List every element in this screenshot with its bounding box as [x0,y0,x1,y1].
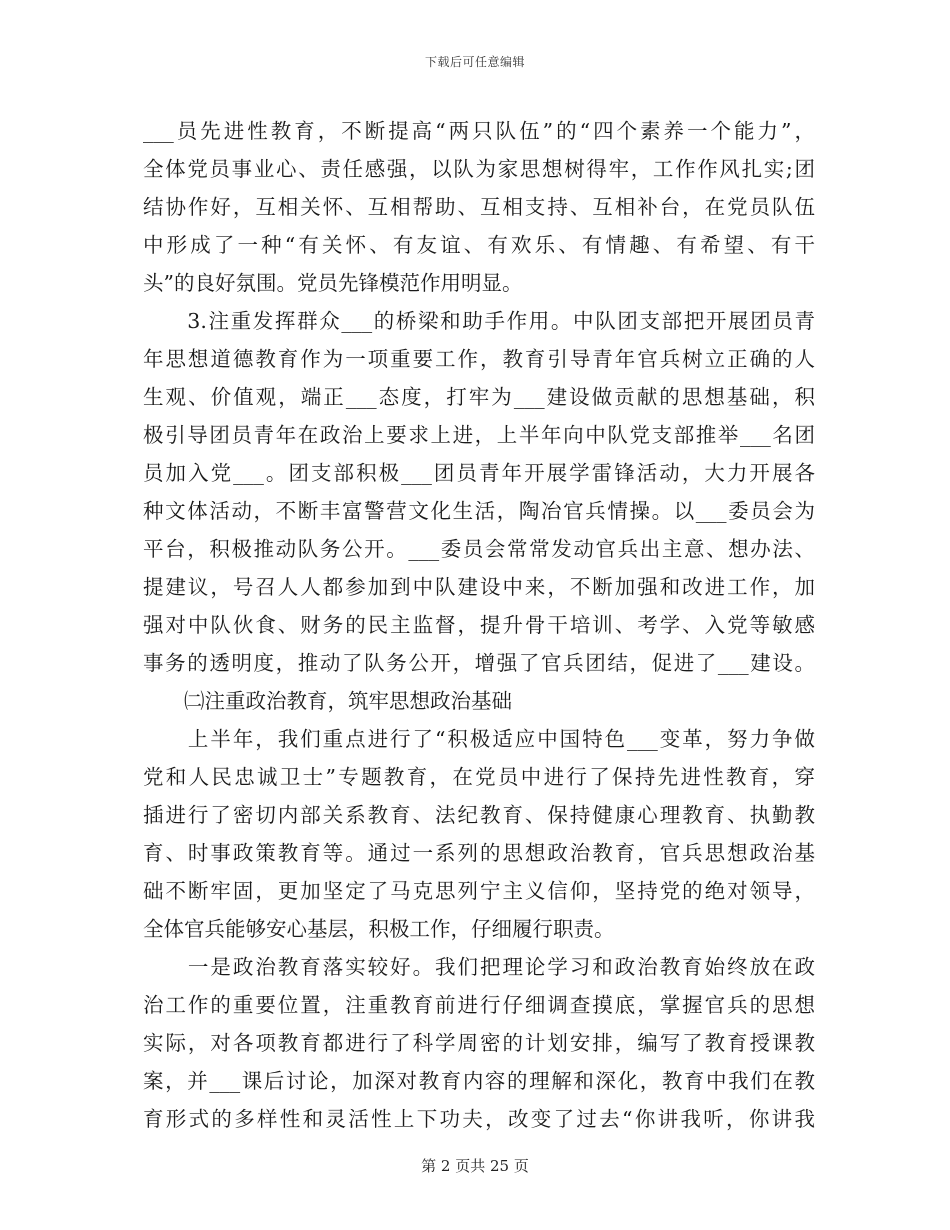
page-header: 下载后可任意编辑 [424,55,525,69]
text-line: 年思想道德教育作为一项重要工作，教育引导青年官兵树立正确的人 [143,347,815,371]
text-line: 结协作好，互相关怀、互相帮助、互相支持、互相补台，在党员队伍 [143,195,815,219]
section-heading: ㈡注重政治教育，筑牢思想政治基础 [143,689,512,713]
text-line: 平台，积极推动队务公开。___委员会常常发动官兵出主意、想办法、 [143,537,815,561]
text-line: 极引导团员青年在政治上要求上进，上半年向中队党支部推举___名团 [143,423,815,447]
body-text [143,112,815,1138]
text-line: 强对中队伙食、财务的民主监督，提升骨干培训、考学、入党等敏感 [143,613,815,637]
text-line: 提建议，号召人人都参加到中队建设中来，不断加强和改进工作，加 [143,575,815,599]
text-line: 插进行了密切内部关系教育、法纪教育、保持健康心理教育、执勤教 [143,803,815,827]
text-line: 全体官兵能够安心基层，积极工作，仔细履行职责。 [143,917,615,941]
text-line: 员加入党___。团支部积极___团员青年开展学雷锋活动，大力开展各 [143,461,815,485]
text-line: ___员先进性教育，不断提高“两只队伍”的“四个素养一个能力”， [143,119,815,143]
text-line: 党和人民忠诚卫士”专题教育，在党员中进行了保持先进性教育，穿 [143,765,815,789]
text-line: 案，并___课后讨论，加深对教育内容的理解和深化，教育中我们在教 [143,1069,815,1093]
text-line: 中形成了一种“有关怀、有友谊、有欢乐、有情趣、有希望、有干 [143,233,815,257]
page-footer: 第 2 页共 25 页 [421,1157,529,1175]
text-line: 头”的良好氛围。党员先锋模范作用明显。 [143,271,523,295]
text-line: 生观、价值观，端正___态度，打牢为___建设做贡献的思想基础，积 [143,385,815,409]
text-line: 础不断牢固，更加坚定了马克思列宁主义信仰，坚持党的绝对领导， [143,879,815,903]
text-line: 一是政治教育落实较好。我们把理论学习和政治教育始终放在政 [143,955,815,979]
text-line: 治工作的重要位置，注重教育前进行仔细调查摸底，掌握官兵的思想 [143,993,815,1017]
text-line: 全体党员事业心、责任感强，以队为家思想树得牢，工作作风扎实;团 [143,157,815,181]
text-line: 3.注重发挥群众___的桥梁和助手作用。中队团支部把开展团员青 [143,309,815,333]
text-line: 实际，对各项教育都进行了科学周密的计划安排，编写了教育授课教 [143,1031,815,1055]
text-line: 育形式的多样性和灵活性上下功夫，改变了过去“你讲我听，你讲我 [143,1107,815,1131]
text-line: 种文体活动，不断丰富警营文化生活，陶冶官兵情操。以___委员会为 [143,499,815,523]
text-line: 上半年，我们重点进行了“积极适应中国特色___变革，努力争做 [143,727,815,751]
text-line: 育、时事政策教育等。通过一系列的思想政治教育，官兵思想政治基 [143,841,815,865]
text-line: 事务的透明度，推动了队务公开，增强了官兵团结，促进了___建设。 [143,651,815,675]
